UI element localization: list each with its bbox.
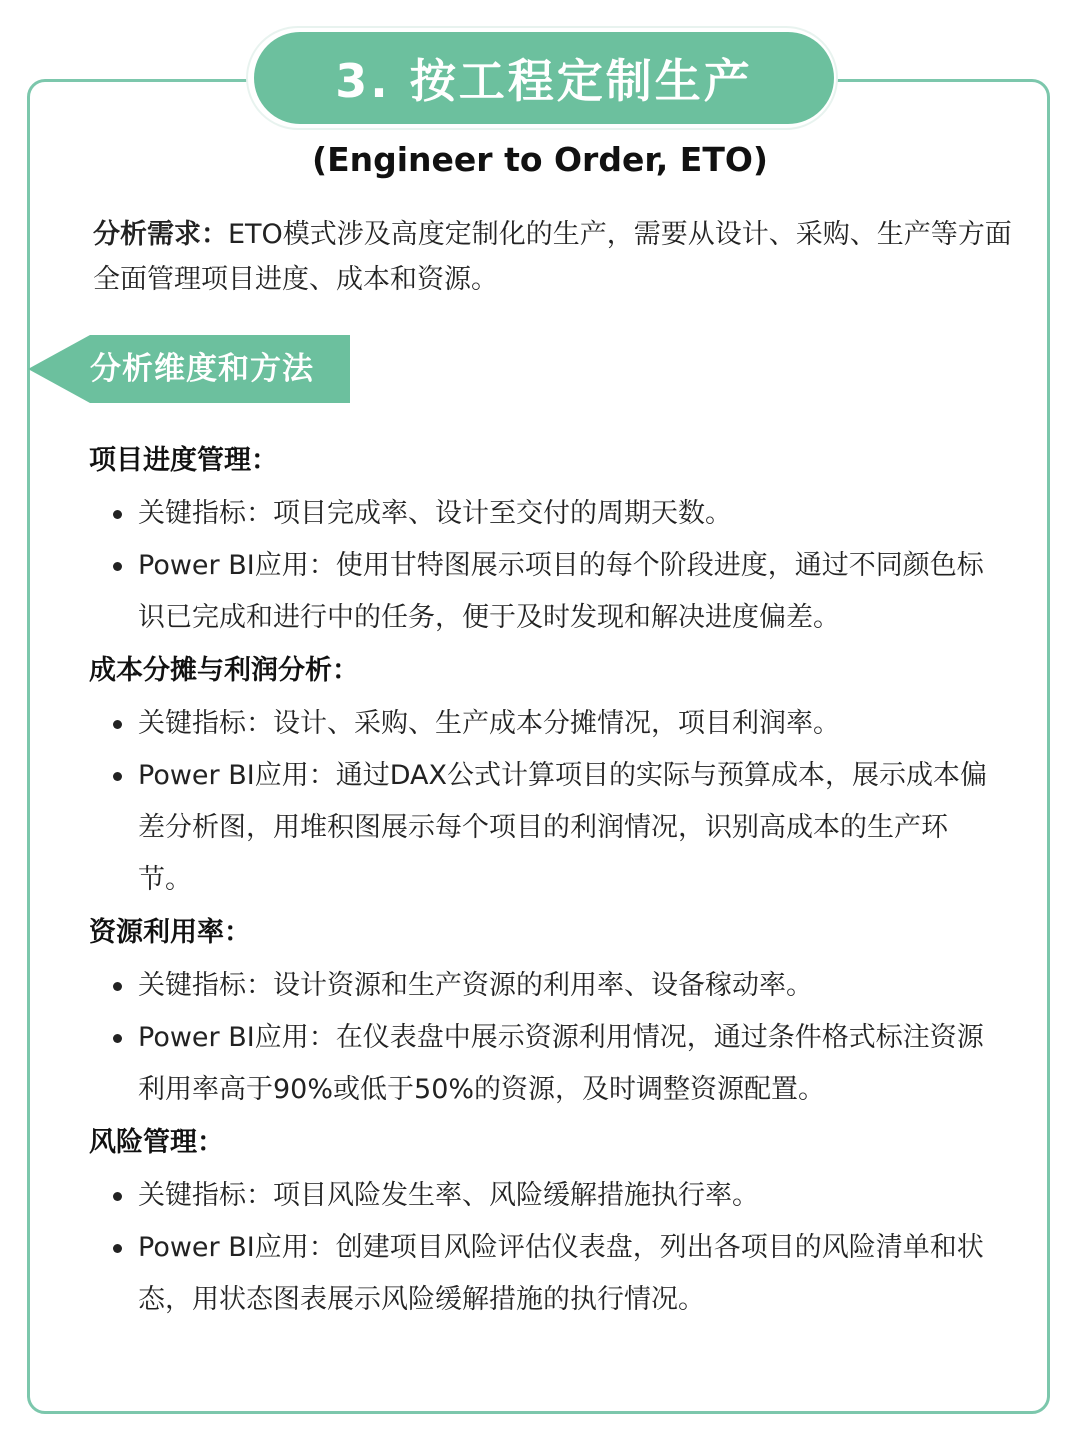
group-title: 资源利用率： bbox=[89, 917, 251, 948]
bullet-list bbox=[89, 960, 1019, 1116]
bullet-dot-icon bbox=[113, 982, 122, 991]
list-item bbox=[89, 698, 998, 750]
section-tag bbox=[28, 335, 350, 403]
bullet-dot-icon bbox=[113, 510, 122, 519]
list-item-text: 关键指标：设计资源和生产资源的利用率、设备稼动率。 bbox=[138, 970, 813, 1001]
group-schedule-management bbox=[89, 434, 1019, 644]
list-item bbox=[89, 540, 998, 644]
analysis-groups bbox=[89, 434, 1019, 1326]
bullet-dot-icon bbox=[113, 720, 122, 729]
bullet-dot-icon bbox=[113, 772, 122, 781]
list-item bbox=[89, 1222, 998, 1326]
list-item-text: Power BI应用：通过DAX公式计算项目的实际与预算成本，展示成本偏差分析图，用堆积图展示每个项目的利润情况，识别高成本的生产环节。 bbox=[138, 760, 987, 895]
list-item-text: Power BI应用：创建项目风险评估仪表盘，列出各项目的风险清单和状态，用状态图表展示风险缓解措施的执行情况。 bbox=[138, 1232, 984, 1315]
list-item-text: 关键指标：项目风险发生率、风险缓解措施执行率。 bbox=[138, 1180, 759, 1211]
group-resource-utilization bbox=[89, 906, 1019, 1116]
list-item-text: Power BI应用：使用甘特图展示项目的每个阶段进度，通过不同颜色标识已完成和进行中的任务，便于及时发现和解决进度偏差。 bbox=[138, 550, 984, 633]
bullet-dot-icon bbox=[113, 1244, 122, 1253]
list-item bbox=[89, 750, 998, 906]
intro-paragraph bbox=[93, 212, 1013, 302]
intro-text: ETO模式涉及高度定制化的生产，需要从设计、采购、生产等方面全面管理项目进度、成本和资源。 bbox=[93, 219, 1012, 295]
page-subtitle: (Engineer to Order, ETO) bbox=[312, 140, 768, 179]
bullet-dot-icon bbox=[113, 1192, 122, 1201]
list-item-text: 关键指标：设计、采购、生产成本分摊情况，项目利润率。 bbox=[138, 708, 840, 739]
section-title: 分析维度和方法 bbox=[90, 351, 314, 387]
intro-label: 分析需求： bbox=[93, 219, 228, 250]
list-item-text: 关键指标：项目完成率、设计至交付的周期天数。 bbox=[138, 498, 732, 529]
list-item bbox=[89, 1170, 998, 1222]
page-title: 3. 按工程定制生产 bbox=[335, 54, 753, 108]
list-item bbox=[89, 1012, 998, 1116]
group-risk-management bbox=[89, 1116, 1019, 1326]
bullet-dot-icon bbox=[113, 1034, 122, 1043]
bullet-list bbox=[89, 488, 1019, 644]
title-pill bbox=[254, 32, 834, 124]
group-title: 成本分摊与利润分析： bbox=[89, 655, 359, 686]
list-item bbox=[89, 488, 998, 540]
bullet-list bbox=[89, 1170, 1019, 1326]
bullet-list bbox=[89, 698, 1019, 906]
group-title: 项目进度管理： bbox=[89, 445, 278, 476]
list-item bbox=[89, 960, 998, 1012]
bullet-dot-icon bbox=[113, 562, 122, 571]
group-title: 风险管理： bbox=[89, 1127, 224, 1158]
list-item-text: Power BI应用：在仪表盘中展示资源利用情况，通过条件格式标注资源利用率高于90%或低于50%的资源，及时调整资源配置。 bbox=[138, 1022, 984, 1105]
group-cost-profit-analysis bbox=[89, 644, 1019, 906]
